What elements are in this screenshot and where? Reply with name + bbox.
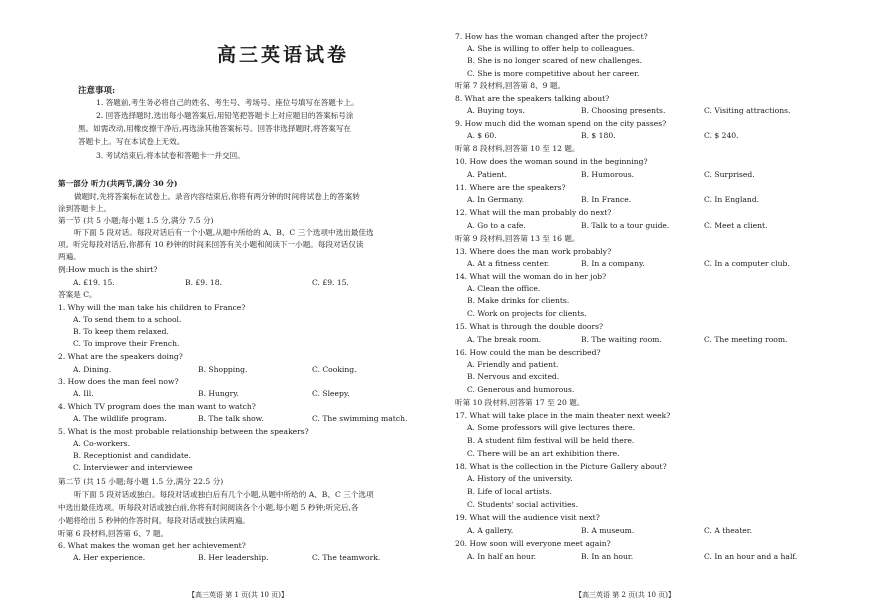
material-note: 听第 9 段材料,回答第 13 至 16 题。 xyxy=(455,234,580,243)
option: B. Choosing presents. xyxy=(581,106,666,115)
material-note: 听第 8 段材料,回答第 10 至 12 题。 xyxy=(455,144,580,153)
question: 17. What will take place in the main theater next week? xyxy=(455,411,671,420)
option: B. She is no longer scared of new challenges. xyxy=(467,56,643,65)
question: 16. How could the man be described? xyxy=(455,348,601,357)
material-note: 听第 7 段材料,回答第 8、9 题。 xyxy=(455,81,566,90)
option: C. Surprised. xyxy=(704,170,755,179)
option: A. Dining. xyxy=(73,365,112,374)
option: B. In a company. xyxy=(581,259,645,268)
option: B. Nervous and excited. xyxy=(467,372,560,381)
notice-heading: 注意事项: xyxy=(78,86,116,96)
material-note: 听第 10 段材料,回答第 17 至 20 题。 xyxy=(455,398,585,407)
question: 14. What will the woman do in her job? xyxy=(455,272,607,281)
option: C. In an hour and a half. xyxy=(704,552,798,561)
option: C. Students' social activities. xyxy=(467,500,578,509)
option: B. The talk show. xyxy=(198,414,264,423)
option: B. To keep them relaxed. xyxy=(73,327,169,336)
section2-intro: 中选出最佳选项。听每段对话或独白前,你将有时间阅读各个小题,每小题 5 秒钟;听完后,各 xyxy=(58,503,359,512)
option: B. Humorous. xyxy=(581,170,635,179)
example-answer: 答案是 C。 xyxy=(58,290,97,299)
option: C. Visiting attractions. xyxy=(704,106,791,115)
option: A. Buying toys. xyxy=(467,106,525,115)
question: 6. What makes the woman get her achievement? xyxy=(58,541,246,550)
section2-intro: 小题将给出 5 秒钟的作答时间。每段对话或独白读两遍。 xyxy=(58,516,250,525)
option: C. A theater. xyxy=(704,526,752,535)
question: 7. How has the woman changed after the project? xyxy=(455,32,648,41)
option: A. Co-workers. xyxy=(73,439,130,448)
option: B. A museum. xyxy=(581,526,635,535)
option: A. In half an hour. xyxy=(467,552,537,561)
page-footer: 【高三英语 第 2 页(共 10 页)】 xyxy=(575,591,675,599)
option: A. Ill. xyxy=(73,389,94,398)
option: C. The swimming match. xyxy=(312,414,408,423)
example-question: 例:How much is the shirt? xyxy=(58,265,158,274)
option: C. The teamwork. xyxy=(312,553,381,562)
option: A. Clean the office. xyxy=(467,284,541,293)
material-note: 听第 6 段材料,回答第 6、7 题。 xyxy=(58,529,169,538)
option: C. There will be an art exhibition there. xyxy=(467,449,620,458)
option: B. The waiting room. xyxy=(581,335,662,344)
option: A. She is willing to offer help to colleagues. xyxy=(467,44,635,53)
question: 11. Where are the speakers? xyxy=(455,183,566,192)
option: C. To improve their French. xyxy=(73,339,180,348)
option: B. In France. xyxy=(581,195,632,204)
option: A. The break room. xyxy=(467,335,542,344)
option: B. A student film festival will be held there. xyxy=(467,436,635,445)
option: B. Receptionist and candidate. xyxy=(73,451,191,460)
option: A. To send them to a school. xyxy=(73,315,182,324)
option: C. Generous and humorous. xyxy=(467,385,575,394)
option: A. Her experience. xyxy=(73,553,146,562)
option: B. Hungry. xyxy=(198,389,239,398)
option: C. Sleepy. xyxy=(312,389,350,398)
question: 3. How does the man feel now? xyxy=(58,377,179,386)
option: B. $ 180. xyxy=(581,131,616,140)
notice-line: 黑。如需改动,用橡皮擦干净后,再选涂其他答案标号。回答非选择题时,将答案写在 xyxy=(78,124,352,133)
option: B. Talk to a tour guide. xyxy=(581,221,670,230)
option: A. Patient. xyxy=(467,170,507,179)
option: C. Work on projects for clients. xyxy=(467,309,587,318)
question: 18. What is the collection in the Picture Gallery about? xyxy=(455,462,667,471)
option: A. The wildlife program. xyxy=(73,414,167,423)
option: B. Life of local artists. xyxy=(467,487,552,496)
option: C. The meeting room. xyxy=(704,335,788,344)
question: 10. How does the woman sound in the beginning? xyxy=(455,157,648,166)
question: 15. What is through the double doors? xyxy=(455,322,604,331)
question: 13. Where does the man work probably? xyxy=(455,247,612,256)
option: A. Go to a cafe. xyxy=(467,221,526,230)
question: 8. What are the speakers talking about? xyxy=(455,94,610,103)
option: C. In England. xyxy=(704,195,760,204)
example-option: A. £19. 15. xyxy=(73,278,115,287)
option: C. She is more competitive about her career. xyxy=(467,69,640,78)
option: A. $ 60. xyxy=(467,131,497,140)
option: C. Interviewer and interviewee xyxy=(73,463,193,472)
question: 9. How much did the woman spend on the city passes? xyxy=(455,119,667,128)
option: A. Friendly and patient. xyxy=(467,360,559,369)
section1-intro: 听下面 5 段对话。每段对话后有一个小题,从题中所给的 A、B、C 三个选项中选出最佳选 xyxy=(74,228,374,237)
option: B. Shopping. xyxy=(198,365,248,374)
option: B. Her leadership. xyxy=(198,553,269,562)
question: 12. What will the man probably do next? xyxy=(455,208,612,217)
option: C. In a computer club. xyxy=(704,259,790,268)
option: A. A gallery. xyxy=(467,526,514,535)
option: A. In Germany. xyxy=(467,195,525,204)
option: C. Meet a client. xyxy=(704,221,768,230)
part1-heading: 第一部分 听力(共两节,满分 30 分) xyxy=(58,179,178,188)
notice-line: 2. 回答选择题时,选出每小题答案后,用铅笔把答题卡上对应题目的答案标号涂 xyxy=(96,111,354,120)
section1-intro: 两遍。 xyxy=(58,252,81,261)
section2-heading: 第二节 (共 15 小题;每小题 1.5 分,满分 22.5 分) xyxy=(58,477,224,486)
part1-intro: 涂到答题卡上。 xyxy=(58,204,112,213)
option: A. At a fitness center. xyxy=(467,259,550,268)
question: 2. What are the speakers doing? xyxy=(58,352,183,361)
notice-line: 答题卡上。写在本试卷上无效。 xyxy=(78,137,185,146)
section1-heading: 第一节 (共 5 小题;每小题 1.5 分,满分 7.5 分) xyxy=(58,216,214,225)
option: B. Make drinks for clients. xyxy=(467,296,570,305)
notice-line: 1. 答题前,考生务必将自己的姓名、考生号、考场号、座位号填写在答题卡上。 xyxy=(96,98,359,107)
page-title: 高三英语试卷 xyxy=(216,44,349,66)
option: A. History of the university. xyxy=(467,474,573,483)
example-option: C. £9. 15. xyxy=(312,278,349,287)
section2-intro: 听下面 5 段对话或独白。每段对话或独白后有几个小题,从题中所给的 A、B、C 三个选项 xyxy=(74,490,374,499)
option: C. Cooking. xyxy=(312,365,357,374)
notice-line: 3. 考试结束后,将本试卷和答题卡一并交回。 xyxy=(96,151,245,160)
question: 20. How soon will everyone meet again? xyxy=(455,539,611,548)
question: 1. Why will the man take his children to France? xyxy=(58,303,246,312)
part1-intro: 做题时,先将答案标在试卷上。录音内容结束后,你将有两分钟的时间将试卷上的答案转 xyxy=(74,192,360,201)
example-option: B. £9. 18. xyxy=(185,278,222,287)
option: A. Some professors will give lectures there. xyxy=(467,423,636,432)
question: 4. Which TV program does the man want to watch? xyxy=(58,402,256,411)
page-footer: 【高三英语 第 1 页(共 10 页)】 xyxy=(188,591,288,599)
question: 19. What will the audience visit next? xyxy=(455,513,600,522)
option: B. In an hour. xyxy=(581,552,634,561)
section1-intro: 项。听完每段对话后,你都有 10 秒钟的时间来回答有关小题和阅读下一小题。每段对话仅读 xyxy=(58,240,364,249)
question: 5. What is the most probable relationship between the speakers? xyxy=(58,427,309,436)
option: C. $ 240. xyxy=(704,131,739,140)
